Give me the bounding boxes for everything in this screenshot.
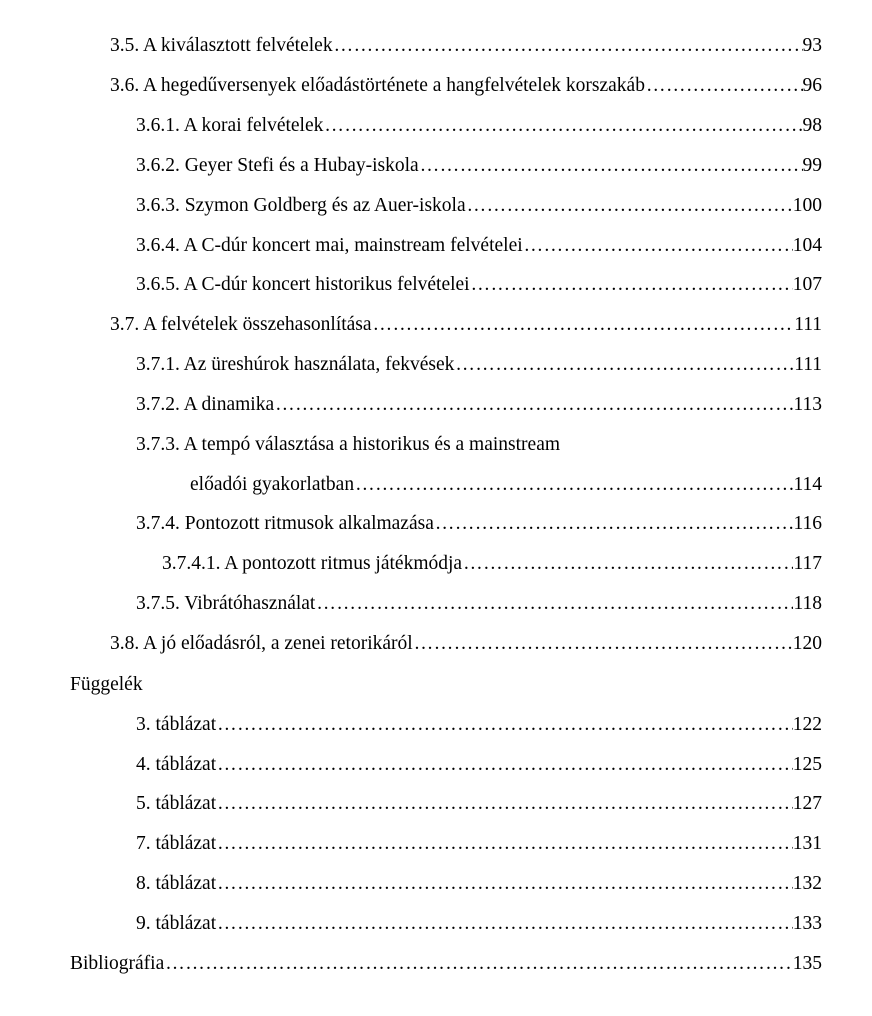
- toc-entry: [70, 949, 822, 979]
- toc-leader-dots: [216, 829, 793, 859]
- toc-leader-dots: [216, 789, 793, 819]
- toc-entry-title: 3.6.1. A korai felvételek: [136, 115, 324, 136]
- toc-entry: [136, 111, 822, 141]
- toc-entry-page: 93: [802, 35, 822, 56]
- toc-leader-dots: [413, 629, 793, 659]
- toc-leader-dots: [645, 71, 803, 101]
- toc-leader-dots: [470, 270, 793, 300]
- toc-entry-title: Függelék: [70, 674, 143, 695]
- toc-entry-page: 99: [802, 155, 822, 176]
- toc-entry-page: 111: [794, 354, 822, 375]
- toc-entry: [136, 270, 822, 300]
- toc-entry-page: 98: [802, 115, 822, 136]
- toc-entry: [136, 869, 822, 899]
- toc-entry: [110, 31, 822, 61]
- toc-entry: [136, 750, 822, 780]
- toc-entry-title: 3.5. A kiválasztott felvételek: [110, 35, 333, 56]
- toc-entry-page: 127: [792, 793, 822, 814]
- toc-entry-page: 100: [792, 195, 822, 216]
- toc-entry-page: 107: [792, 274, 822, 295]
- toc-leader-dots: [354, 470, 793, 500]
- toc-entry-page: 120: [792, 633, 822, 654]
- toc-entry-page: 135: [792, 953, 822, 974]
- toc-entry-title: 3.7.4. Pontozott ritmusok alkalmazása: [136, 513, 434, 534]
- toc-entry: [136, 789, 822, 819]
- toc-leader-dots: [216, 869, 793, 899]
- toc-entry-title: 9. táblázat: [136, 913, 217, 934]
- toc-entry-title: Bibliográfia: [70, 953, 165, 974]
- toc-entry-title: 3.7. A felvételek összehasonlítása: [110, 314, 372, 335]
- toc-entry-title: 3.6.3. Szymon Goldberg és az Auer-iskola: [136, 195, 466, 216]
- toc-entry-title: előadói gyakorlatban: [190, 474, 355, 495]
- toc-entry-title: 3.8. A jó előadásról, a zenei retorikáról: [110, 633, 413, 654]
- toc-entry-page: 116: [793, 513, 822, 534]
- toc-entry-page: 118: [793, 593, 822, 614]
- toc-entry-title: 3.6.5. A C-dúr koncert historikus felvételei: [136, 274, 470, 295]
- toc-entry: [162, 549, 822, 579]
- toc-entry: [136, 350, 822, 380]
- toc-leader-dots: [315, 589, 793, 619]
- toc-entry: [136, 509, 822, 539]
- toc-entry-title: 3.6.4. A C-dúr koncert mai, mainstream felvételei: [136, 235, 523, 256]
- toc-leader-dots: [333, 31, 803, 61]
- toc-entry: [136, 390, 822, 420]
- toc-leader-dots: [523, 231, 793, 261]
- toc-entry-title: 5. táblázat: [136, 793, 217, 814]
- toc-entry-page: 113: [793, 394, 822, 415]
- toc-entry: [110, 310, 822, 340]
- toc-entry-title: 3. táblázat: [136, 714, 217, 735]
- toc-entry: [136, 589, 822, 619]
- toc-leader-dots: [216, 710, 793, 740]
- toc-leader-dots: [419, 151, 803, 181]
- toc-entry-page: 131: [792, 833, 822, 854]
- toc-entry-title: 4. táblázat: [136, 754, 217, 775]
- toc-entry-page: 117: [793, 553, 822, 574]
- toc-leader-dots: [454, 350, 794, 380]
- toc-entry: [136, 231, 822, 261]
- toc-entry-title: 3.6.2. Geyer Stefi és a Hubay-iskola: [136, 155, 419, 176]
- toc-section-heading: [70, 670, 822, 700]
- toc-entry: [136, 710, 822, 740]
- toc-entry-title: 8. táblázat: [136, 873, 217, 894]
- toc-leader-dots: [274, 390, 793, 420]
- toc-leader-dots: [323, 111, 802, 141]
- toc-leader-dots: [466, 191, 793, 221]
- toc-entry-page: 122: [792, 714, 822, 735]
- toc-entry-page: 114: [793, 474, 822, 495]
- toc-entry-page: 104: [792, 235, 822, 256]
- toc-entry-title: 7. táblázat: [136, 833, 217, 854]
- toc-entry-title: 3.7.1. Az üreshúrok használata, fekvések: [136, 354, 455, 375]
- toc-entry-page: 111: [794, 314, 822, 335]
- toc-entry: [136, 909, 822, 939]
- toc-entry-title: 3.7.5. Vibrátóhasználat: [136, 593, 316, 614]
- toc-leader-dots: [462, 549, 793, 579]
- toc-entry-continuation: [190, 470, 822, 500]
- toc-entry-title: 3.7.3. A tempó választása a historikus és a mainstream: [136, 434, 561, 455]
- toc-entry: [136, 430, 822, 460]
- toc-leader-dots: [164, 949, 793, 979]
- toc-entry: [110, 629, 822, 659]
- toc-entry-title: 3.7.2. A dinamika: [136, 394, 275, 415]
- toc-entry-page: 125: [792, 754, 822, 775]
- toc-entry-page: 132: [792, 873, 822, 894]
- toc-leader-dots: [216, 750, 793, 780]
- toc-entry-title: 3.7.4.1. A pontozott ritmus játékmódja: [162, 553, 463, 574]
- toc-entry: [110, 71, 822, 101]
- toc-entry: [136, 151, 822, 181]
- toc-entry-title: 3.6. A hegedűversenyek előadástörténete a hangfelvételek korszakáb: [110, 75, 645, 96]
- toc-entry: [136, 191, 822, 221]
- toc-leader-dots: [216, 909, 793, 939]
- toc-entry-page: 133: [792, 913, 822, 934]
- toc-leader-dots: [372, 310, 795, 340]
- toc-entry: [136, 829, 822, 859]
- toc-leader-dots: [434, 509, 794, 539]
- toc-entry-page: 96: [802, 75, 822, 96]
